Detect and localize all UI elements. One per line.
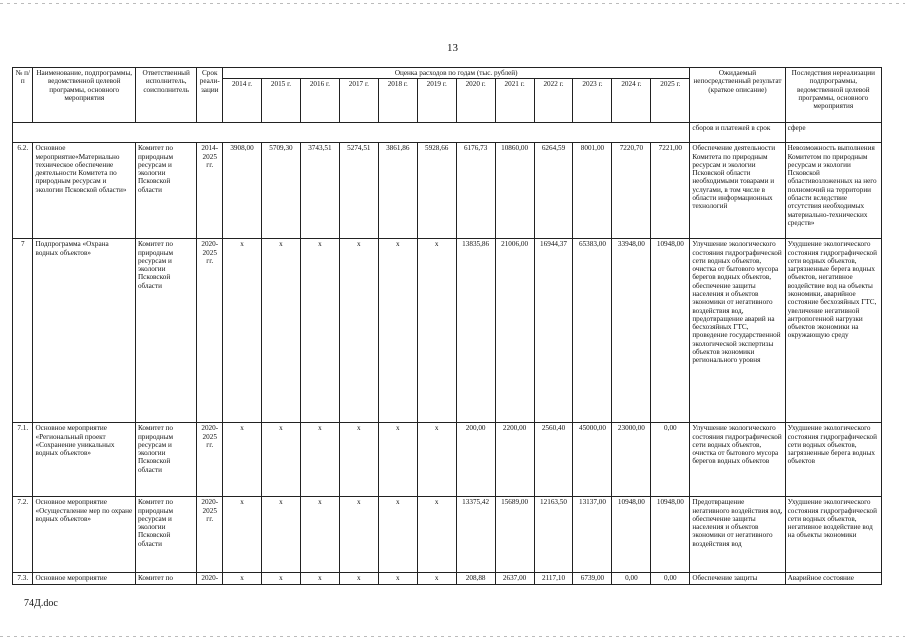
table-row	[13, 239, 882, 423]
row-term: 2014-2025 гг.	[197, 143, 223, 239]
row-value: 0,00	[651, 423, 690, 497]
row-name: Подпрограмма «Охрана водных объектов»	[33, 239, 135, 423]
row-consequences: Ухудшение экологического состояния гидрографической сети водных объектов, загрязненные берега водных объектов	[785, 423, 881, 497]
row-term: 2020-2025 гг.	[197, 239, 223, 423]
row-value: 65383,00	[573, 239, 612, 423]
row-value: х	[417, 239, 456, 423]
row-consequences: Ухудшение экологического состояния гидрографической сети водных объектов, загрязненные берега водных объектов, негативное воздействие вод на объекты экономики, аварийное состояние бесхозяйных ГТС, увеличение негативной антропогенной нагрузки объектов экономики на окружающую среду	[785, 239, 881, 423]
row-value: х	[300, 423, 339, 497]
row-value: х	[223, 573, 262, 584]
row-consequences: Аварийное состояние	[785, 573, 881, 584]
header-costs: Оценка расходов по годам (тыс. рублей)	[223, 68, 690, 79]
row-num: 7.2.	[13, 497, 33, 573]
row-value: 13835,86	[456, 239, 495, 423]
row-value: 6176,73	[456, 143, 495, 239]
row-value: х	[261, 423, 300, 497]
row-num: 7.1.	[13, 423, 33, 497]
row-responsible: Комитет по природным ресурсам и экологии Псковской области	[135, 239, 196, 423]
row-result: Улучшение экологического состояния гидрографической сети водных объектов, очистка от бытового мусора берегов водных объектов, обеспечение защиты населения и объектов экономики от негативного воздействия вод, предотвращение аварий на бесхозяйных ГТС, проведение государственной экологической экспертизы объектов экономики регионального уровня	[690, 239, 785, 423]
scan-artifact-bottom	[0, 636, 905, 637]
row-value: х	[300, 239, 339, 423]
header-name: Наименование, подпрограммы, ведомственной целевой программы, основного мероприятия	[33, 68, 135, 123]
row-value: 7221,00	[651, 143, 690, 239]
row-value: х	[261, 573, 300, 584]
row-value: 15689,00	[495, 497, 534, 573]
row-value: х	[223, 423, 262, 497]
row-result: Обеспечение защиты	[690, 573, 785, 584]
row-term: 2020-	[197, 573, 223, 584]
row-value: х	[378, 497, 417, 573]
row-value: 3908,00	[223, 143, 262, 239]
header-year: 2023 г.	[573, 79, 612, 123]
row-value: 5274,51	[339, 143, 378, 239]
header-year: 2015 г.	[261, 79, 300, 123]
header-responsible: Ответственный исполнитель, соисполнитель	[135, 68, 196, 123]
row-value: 12163,50	[534, 497, 573, 573]
header-term: Срок реали-зации	[197, 68, 223, 123]
row-value: х	[417, 573, 456, 584]
row-value: 7220,70	[612, 143, 651, 239]
row-responsible: Комитет по природным ресурсам и экологии Псковской области	[135, 423, 196, 497]
row-value: 6264,59	[534, 143, 573, 239]
header-year: 2018 г.	[378, 79, 417, 123]
header-year: 2021 г.	[495, 79, 534, 123]
row-value: 10948,00	[612, 497, 651, 573]
costs-table	[12, 67, 882, 585]
row-value: 2560,40	[534, 423, 573, 497]
row-value: 2117,10	[534, 573, 573, 584]
header-year: 2016 г.	[300, 79, 339, 123]
row-value: 10948,00	[651, 239, 690, 423]
page-number: 13	[447, 42, 458, 54]
row-value: х	[378, 423, 417, 497]
table-row	[13, 143, 882, 239]
row-responsible: Комитет по	[135, 573, 196, 584]
row-consequences: Невозможность выполнения Комитетом по природным ресурсам и экологии Псковской областивозложенных на него полномочий на территории области вследствие отсутствия необходимых материально-технических средств»	[785, 143, 881, 239]
row-num: 6.2.	[13, 143, 33, 239]
row-value: х	[300, 573, 339, 584]
row-value: 2637,00	[495, 573, 534, 584]
row-num: 7.3.	[13, 573, 33, 584]
scan-artifact-top	[0, 3, 905, 4]
row-result: Обеспечение деятельности Комитета по природным ресурсам и экологии Псковской области необходимыми товарами и услугами, в том числе в области информационных технологий	[690, 143, 785, 239]
row-responsible: Комитет по природным ресурсам и экологии Псковской области	[135, 497, 196, 573]
row-value: 23000,00	[612, 423, 651, 497]
row-value: 200,00	[456, 423, 495, 497]
row-value: 45000,00	[573, 423, 612, 497]
row-value: 3743,51	[300, 143, 339, 239]
header-result: Ожидаемый непосредственный результат (краткое описание)	[690, 68, 785, 123]
row-value: х	[378, 239, 417, 423]
row-result: Предотвращение негативного воздействия вод, обеспечение защиты населения и объектов экономики от негативного воздействия вод	[690, 497, 785, 573]
header-num: № п/п	[13, 68, 33, 123]
row-value: 0,00	[651, 573, 690, 584]
row-value: 5709,30	[261, 143, 300, 239]
row-name: Основное мероприятие «Осуществление мер по охране водных объектов»	[33, 497, 135, 573]
continuation-consequences: сфере	[785, 123, 881, 143]
header-consequences: Последствия нереализации подпрограммы, ведомственной целевой программы, основного мероприятия	[785, 68, 881, 123]
row-value: 33948,00	[612, 239, 651, 423]
header-year: 2022 г.	[534, 79, 573, 123]
header-year: 2014 г.	[223, 79, 262, 123]
row-value: х	[300, 497, 339, 573]
row-result: Улучшение экологического состояния гидрографической сети водных объектов, очистка от бытового мусора берегов водных объектов	[690, 423, 785, 497]
row-value: х	[339, 573, 378, 584]
row-value: х	[261, 497, 300, 573]
row-value: 3861,86	[378, 143, 417, 239]
row-name: Основное мероприятие	[33, 573, 135, 584]
row-term: 2020-2025 гг.	[197, 497, 223, 573]
header-year: 2025 г.	[651, 79, 690, 123]
header-year: 2019 г.	[417, 79, 456, 123]
row-value: 13137,00	[573, 497, 612, 573]
row-value: 208,88	[456, 573, 495, 584]
row-value: х	[339, 423, 378, 497]
row-consequences: Ухудшение экологического состояния гидрографической сети водных объектов, негативное воздействие вод на объекты экономики	[785, 497, 881, 573]
table-row	[13, 573, 882, 584]
header-year: 2017 г.	[339, 79, 378, 123]
row-name: Основное мероприятие «Региональный проект «Сохранение уникальных водных объектов»	[33, 423, 135, 497]
table-row-continuation	[13, 123, 882, 143]
row-num: 7	[13, 239, 33, 423]
row-value: 10948,00	[651, 497, 690, 573]
row-value: х	[339, 497, 378, 573]
row-value: 0,00	[612, 573, 651, 584]
row-name: Основное мероприятие«Материально техническое обеспечение деятельности Комитета по природным ресурсам и экологии Псковской области»	[33, 143, 135, 239]
row-value: 8001,00	[573, 143, 612, 239]
row-value: 10860,00	[495, 143, 534, 239]
row-value: 16944,37	[534, 239, 573, 423]
row-value: 2200,00	[495, 423, 534, 497]
row-value: х	[417, 423, 456, 497]
table-row	[13, 497, 882, 573]
row-value: х	[223, 497, 262, 573]
row-value: 21006,00	[495, 239, 534, 423]
footer-filename: 74Д.doc	[24, 598, 58, 609]
continuation-result: сборов и платежей в срок	[690, 123, 785, 143]
row-term: 2020-2025 гг.	[197, 423, 223, 497]
row-value: 6739,00	[573, 573, 612, 584]
table-row	[13, 423, 882, 497]
row-value: 13375,42	[456, 497, 495, 573]
row-value: х	[417, 497, 456, 573]
row-value: х	[378, 573, 417, 584]
row-value: х	[261, 239, 300, 423]
row-value: х	[339, 239, 378, 423]
row-responsible: Комитет по природным ресурсам и экологии Псковской области	[135, 143, 196, 239]
header-year: 2024 г.	[612, 79, 651, 123]
row-value: 5928,66	[417, 143, 456, 239]
header-year: 2020 г.	[456, 79, 495, 123]
row-value: х	[223, 239, 262, 423]
